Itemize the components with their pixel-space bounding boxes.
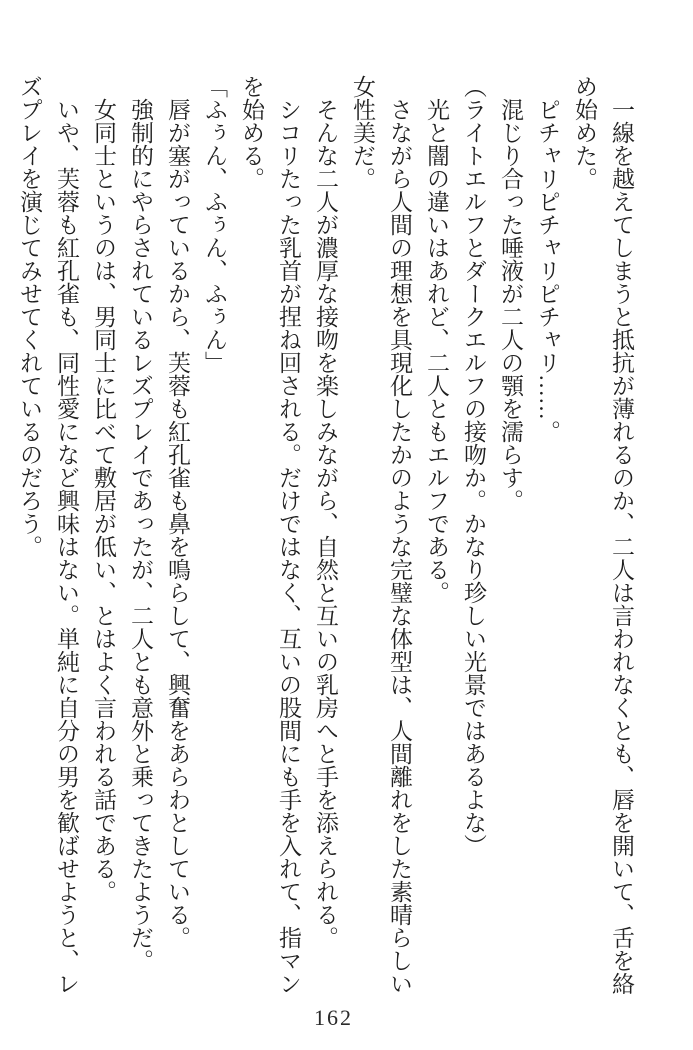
text-line: さながら人間の理想を具現化したかのような完璧な体型は、人間離れをした素晴らしい bbox=[387, 75, 412, 995]
text-line: いや、芙蓉も紅孔雀も、同性愛になど興味はない。単純に自分の男を歓ばせようと、レ bbox=[54, 75, 79, 995]
vertical-text-block bbox=[11, 75, 640, 1000]
text-line: 強制的にやらされているレズプレイであったが、二人とも意外と乗ってきたようだ。 bbox=[128, 75, 153, 972]
text-line: を始める。 bbox=[239, 75, 264, 190]
text-line: 「ふぅん、ふぅん、ふぅん」 bbox=[202, 75, 227, 374]
text-line: 光と闇の違いはあれど、二人ともエルフである。 bbox=[424, 75, 449, 604]
text-line: 女同士というのは、男同士に比べて敷居が低い、とはよく言われる話である。 bbox=[91, 75, 116, 903]
text-line: 混じり合った唾液が二人の顎を濡らす。 bbox=[498, 75, 523, 512]
text-line: ズプレイを演じてみせてくれているのだろう。 bbox=[17, 75, 42, 558]
text-line: （ライトエルフとダークエルフの接吻か。かなり珍しい光景ではあるよな） bbox=[461, 75, 486, 857]
text-line: シコリたった乳首が捏ね回される。だけではなく、互いの股間にも手を入れて、指マン bbox=[276, 75, 301, 995]
text-line: 一線を越えてしまうと抵抗が薄れるのか、二人は言われなくとも、唇を開いて、舌を絡 bbox=[609, 75, 634, 995]
text-line: 唇が塞がっているから、芙蓉も紅孔雀も鼻を鳴らして、興奮をあらわとしている。 bbox=[165, 75, 190, 949]
text-line: そんな二人が濃厚な接吻を楽しみながら、自然と互いの乳房へと手を添えられる。 bbox=[313, 75, 338, 949]
text-line: ピチャリピチャリピチャリ……。 bbox=[535, 75, 560, 443]
text-line: 女性美だ。 bbox=[350, 75, 375, 190]
text-line: め始めた。 bbox=[572, 75, 597, 190]
page-number: 162 bbox=[314, 1005, 353, 1030]
